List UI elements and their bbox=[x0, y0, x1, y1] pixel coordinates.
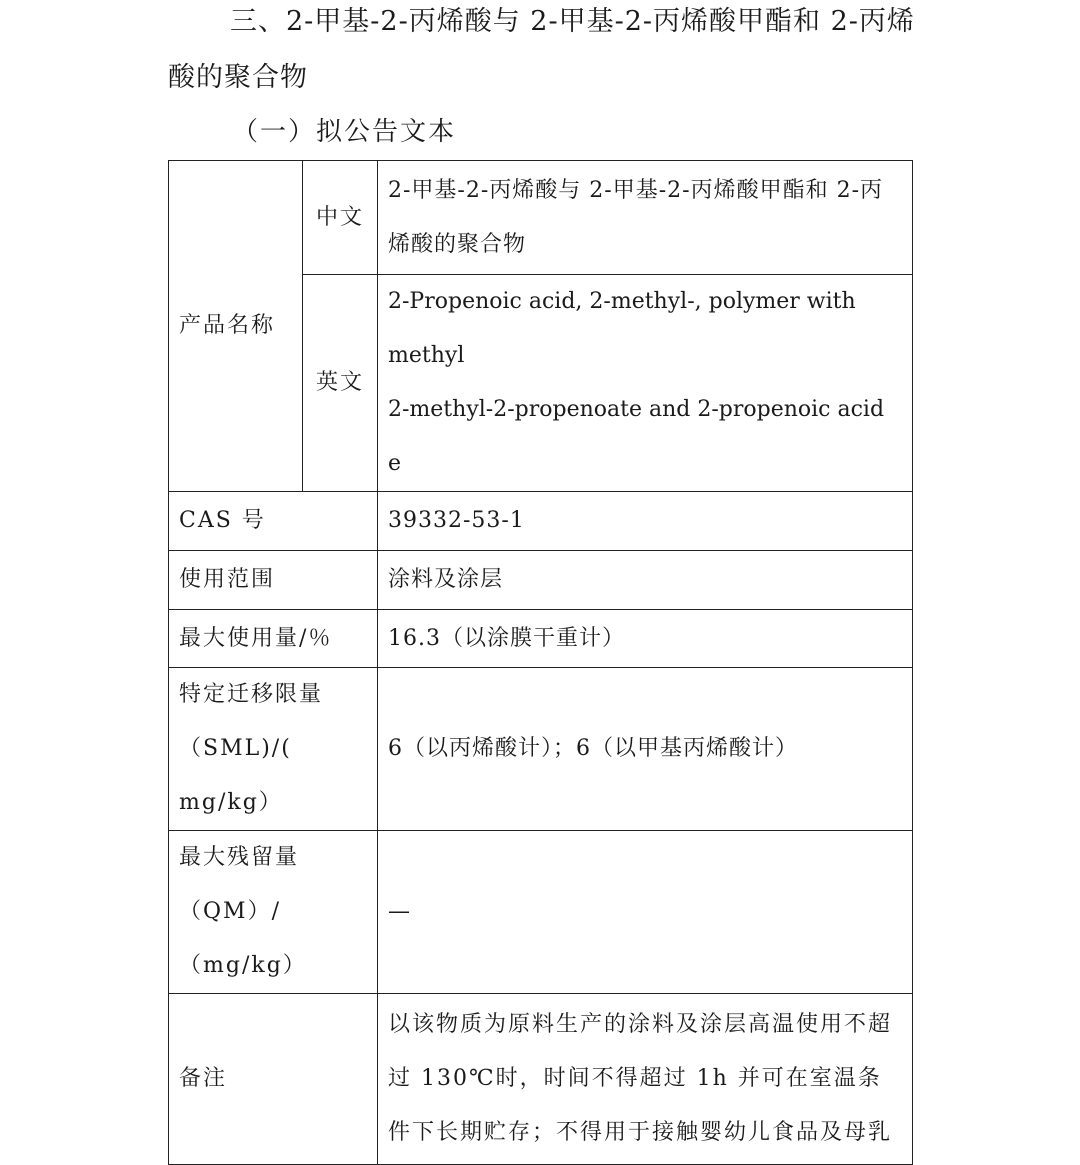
english-name-line-2: 2-methyl-2-propenoate and 2-propenoic acid e bbox=[388, 397, 885, 476]
qm-label bbox=[169, 831, 378, 994]
english-name-value bbox=[378, 275, 913, 492]
chinese-name-value: 2-甲基-2-丙烯酸与 2-甲基-2-丙烯酸甲酯和 2-丙烯酸的聚合物 bbox=[378, 161, 913, 275]
table-row-scope bbox=[169, 551, 913, 610]
note-label: 备注 bbox=[169, 994, 378, 1165]
scope-value: 涂料及涂层 bbox=[378, 551, 913, 610]
qm-label-line-2: （QM）/（mg/kg） bbox=[179, 899, 307, 978]
sml-label-line-2: （SML)/( mg/kg） bbox=[179, 736, 292, 815]
cas-label: CAS 号 bbox=[169, 492, 378, 551]
table-row-cas bbox=[169, 492, 913, 551]
sml-label bbox=[169, 668, 378, 831]
announcement-table bbox=[168, 160, 913, 1165]
document-title-line-2: 酸的聚合物 bbox=[168, 62, 308, 93]
document-title-line-1: 三、2-甲基-2-丙烯酸与 2-甲基-2-丙烯酸甲酯和 2-丙烯 bbox=[230, 6, 915, 37]
max-usage-value: 16.3（以涂膜干重计） bbox=[378, 610, 913, 668]
english-name-label: 英文 bbox=[303, 275, 378, 492]
table-row-max-usage bbox=[169, 610, 913, 668]
max-usage-label: 最大使用量/％ bbox=[169, 610, 378, 668]
qm-label-line-1: 最大残留量 bbox=[179, 845, 300, 870]
product-name-label: 产品名称 bbox=[169, 161, 303, 492]
cas-value: 39332-53-1 bbox=[378, 492, 913, 551]
chinese-name-label: 中文 bbox=[303, 161, 378, 275]
sml-value: 6（以丙烯酸计）；6（以甲基丙烯酸计） bbox=[378, 668, 913, 831]
sml-label-line-1: 特定迁移限量 bbox=[179, 682, 324, 707]
note-value: 以该物质为原料生产的涂料及涂层高温使用不超过 130℃时，时间不得超过 1h 并可在室温条件下长期贮存；不得用于接触婴幼儿食品及母乳 bbox=[378, 994, 913, 1165]
scope-label: 使用范围 bbox=[169, 551, 378, 610]
qm-value: — bbox=[378, 831, 913, 994]
section-subheading: （一）拟公告文本 bbox=[232, 117, 457, 147]
table-row-sml bbox=[169, 668, 913, 831]
english-name-line-1: 2-Propenoic acid, 2-methyl-, polymer with methyl bbox=[388, 289, 856, 368]
table-row-product-name-zh bbox=[169, 161, 913, 275]
table-row-note bbox=[169, 994, 913, 1165]
table-row-qm bbox=[169, 831, 913, 994]
